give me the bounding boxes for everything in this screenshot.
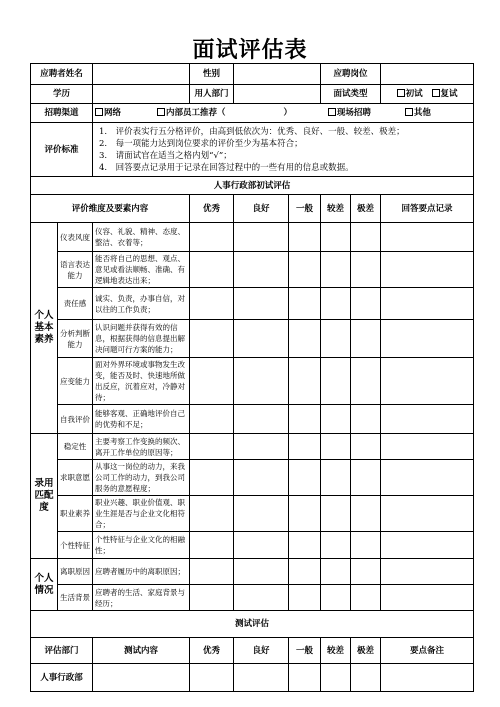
- standard-item: 3. 请面试官在适当之格内划“√”；: [99, 150, 232, 161]
- form-title: 面试评估表: [192, 37, 308, 63]
- rating-good[interactable]: [234, 559, 289, 585]
- test-header-excellent: 优秀: [190, 638, 234, 664]
- rating-very-poor[interactable]: [351, 532, 381, 559]
- rating-poor[interactable]: [321, 496, 351, 532]
- rating-average[interactable]: [289, 288, 321, 320]
- label-education: 学历: [31, 85, 93, 104]
- row-eval-header: [31, 195, 474, 223]
- second-interview-label: 复试: [440, 89, 458, 99]
- row-desc: 能否将自己的思想、观点、意见或看法顺畅、准确、有逻辑地表达出来；: [93, 252, 190, 288]
- rating-very-poor[interactable]: [351, 664, 381, 692]
- header-average: 一般: [289, 195, 321, 223]
- test-header-dept: 评估部门: [31, 638, 93, 664]
- header-dimension: 评价维度及要素内容: [31, 195, 190, 223]
- rating-excellent[interactable]: [190, 223, 234, 252]
- onsite-checkbox[interactable]: [328, 108, 336, 116]
- rating-excellent[interactable]: [190, 252, 234, 288]
- rating-average[interactable]: [289, 320, 321, 358]
- table-row: [31, 223, 474, 252]
- label-position: 应聘岗位: [321, 64, 381, 85]
- rating-very-poor[interactable]: [351, 434, 381, 460]
- rating-very-poor[interactable]: [351, 585, 381, 611]
- table-row: [31, 434, 474, 460]
- row-name: 应变能力: [58, 358, 93, 405]
- rating-average[interactable]: [289, 559, 321, 585]
- rating-very-poor[interactable]: [351, 252, 381, 288]
- notes-cell[interactable]: [381, 496, 474, 532]
- rating-excellent[interactable]: [190, 585, 234, 611]
- header-notes: 回答要点记录: [381, 195, 474, 223]
- row-name: 个性特征: [58, 532, 93, 559]
- referral-checkbox[interactable]: [157, 108, 165, 116]
- rating-poor[interactable]: [321, 664, 351, 692]
- label-applicant-name: 应聘者姓名: [31, 64, 93, 85]
- label-channel: 招聘渠道: [31, 104, 93, 123]
- rating-average[interactable]: [289, 532, 321, 559]
- notes-cell[interactable]: [381, 358, 474, 405]
- notes-cell[interactable]: [381, 288, 474, 320]
- row-name: 分析判断能力: [58, 320, 93, 358]
- row-hr-section: [31, 177, 474, 195]
- rating-average[interactable]: [289, 223, 321, 252]
- rating-excellent[interactable]: [190, 496, 234, 532]
- rating-very-poor[interactable]: [351, 460, 381, 496]
- rating-poor[interactable]: [321, 405, 351, 434]
- notes-cell[interactable]: [381, 223, 474, 252]
- row-desc: 主要考察工作变换的频次、离开工作单位的原因等；: [93, 434, 190, 460]
- rating-very-poor[interactable]: [351, 496, 381, 532]
- test-content-cell[interactable]: [93, 664, 190, 692]
- field-hiring-dept[interactable]: [234, 85, 321, 104]
- table-row: [31, 358, 474, 405]
- table-row: [31, 405, 474, 434]
- test-header-average: 一般: [289, 638, 321, 664]
- row-name: 自我评价: [58, 405, 93, 434]
- standard-item: 1. 评价表实行五分格评价，由高到低依次为：优秀、良好、一般、较差、极差；: [99, 126, 405, 137]
- rating-average[interactable]: [289, 496, 321, 532]
- rating-very-poor[interactable]: [351, 288, 381, 320]
- row-desc: 从事这一岗位的动力，来我公司工作的动力，到我公司服务的意愿程度；: [93, 460, 190, 496]
- rating-average[interactable]: [289, 405, 321, 434]
- rating-poor[interactable]: [321, 460, 351, 496]
- rating-average[interactable]: [289, 434, 321, 460]
- rating-poor[interactable]: [321, 320, 351, 358]
- row-desc: 应聘者履历中的离职原因；: [93, 559, 190, 585]
- row-desc: 仪容、礼貌、精神、态度、整洁、衣着等；: [93, 223, 190, 252]
- field-position[interactable]: [381, 64, 474, 85]
- rating-poor[interactable]: [321, 532, 351, 559]
- channel-options: [93, 104, 474, 123]
- rating-excellent[interactable]: [190, 532, 234, 559]
- onsite-label: 现场招聘: [336, 108, 371, 118]
- header-very-poor: 极差: [351, 195, 381, 223]
- row-name: 求职意愿: [58, 460, 93, 496]
- table-row: [31, 532, 474, 559]
- second-interview-checkbox[interactable]: [432, 89, 440, 97]
- row-basic-1: [31, 64, 474, 85]
- notes-cell[interactable]: [381, 664, 474, 692]
- table-row: [31, 460, 474, 496]
- test-section-title: 测试评估: [31, 611, 474, 638]
- notes-cell[interactable]: [381, 559, 474, 585]
- rating-average[interactable]: [289, 460, 321, 496]
- rating-very-poor[interactable]: [351, 405, 381, 434]
- row-channel: [31, 104, 474, 123]
- rating-excellent[interactable]: [190, 358, 234, 405]
- row-desc: 能够客观、正确地评价自己的优势和不足；: [93, 405, 190, 434]
- rating-poor[interactable]: [321, 358, 351, 405]
- online-label: 网络: [104, 108, 122, 118]
- header-poor: 较差: [321, 195, 351, 223]
- rating-average[interactable]: [289, 664, 321, 692]
- category-personal-quality: 个人基本素养: [31, 223, 58, 434]
- rating-average[interactable]: [289, 585, 321, 611]
- rating-good[interactable]: [234, 532, 289, 559]
- standard-item: 2. 每一项能力达到岗位要求的评价至少为基本符合；: [99, 138, 303, 149]
- rating-poor[interactable]: [321, 288, 351, 320]
- header-excellent: 优秀: [190, 195, 234, 223]
- label-interview-type: 面试类型: [321, 85, 381, 104]
- referral-label: 内部员工推荐（: [165, 108, 226, 118]
- rating-good[interactable]: [234, 496, 289, 532]
- label-standard: 评价标准: [31, 123, 93, 177]
- rating-poor[interactable]: [321, 434, 351, 460]
- test-header-good: 良好: [234, 638, 289, 664]
- row-basic-2: [31, 85, 474, 104]
- rating-poor[interactable]: [321, 252, 351, 288]
- notes-cell[interactable]: [381, 434, 474, 460]
- row-name: 仪表风度: [58, 223, 93, 252]
- row-desc: 职业兴趣、职业价值观、职业生涯是否与企业文化相符合；: [93, 496, 190, 532]
- notes-cell[interactable]: [381, 252, 474, 288]
- first-interview-checkbox[interactable]: [397, 89, 405, 97]
- rating-good[interactable]: [234, 358, 289, 405]
- table-row: [31, 559, 474, 585]
- rating-excellent[interactable]: [190, 434, 234, 460]
- rating-excellent[interactable]: [190, 405, 234, 434]
- test-dept-hr: 人事行政部: [31, 664, 93, 692]
- row-name: 生活背景: [58, 585, 93, 611]
- rating-good[interactable]: [234, 664, 289, 692]
- row-test-header: [31, 638, 474, 664]
- rating-good[interactable]: [234, 320, 289, 358]
- notes-cell[interactable]: [381, 460, 474, 496]
- field-education[interactable]: [93, 85, 190, 104]
- notes-cell[interactable]: [381, 320, 474, 358]
- rating-very-poor[interactable]: [351, 559, 381, 585]
- hr-section-title: 人事行政部初试评估: [31, 177, 474, 195]
- notes-cell[interactable]: [381, 405, 474, 434]
- category-fit: 录用匹配度: [31, 434, 58, 559]
- rating-poor[interactable]: [321, 585, 351, 611]
- standard-item: 4. 回答要点记录用于记录在回答过程中的一些有用的信息或数据。: [99, 162, 354, 173]
- row-name: 责任感: [58, 288, 93, 320]
- table-row: [31, 320, 474, 358]
- online-checkbox[interactable]: [95, 108, 103, 116]
- first-interview-label: 初试: [405, 89, 423, 99]
- notes-cell[interactable]: [381, 532, 474, 559]
- label-gender: 性别: [190, 64, 234, 85]
- row-name: 离职原因: [58, 559, 93, 585]
- rating-excellent[interactable]: [190, 664, 234, 692]
- rating-average[interactable]: [289, 358, 321, 405]
- row-name: 稳定性: [58, 434, 93, 460]
- rating-excellent[interactable]: [190, 460, 234, 496]
- row-desc: 诚实、负责，办事自信，对以往的工作负责；: [93, 288, 190, 320]
- rating-good[interactable]: [234, 288, 289, 320]
- header-good: 良好: [234, 195, 289, 223]
- evaluation-table: [30, 63, 474, 692]
- rating-poor[interactable]: [321, 223, 351, 252]
- test-header-poor: 较差: [321, 638, 351, 664]
- other-checkbox[interactable]: [405, 108, 413, 116]
- rating-good[interactable]: [234, 460, 289, 496]
- interview-type-options: [381, 85, 474, 104]
- row-desc: 应聘者的生活、家庭背景与经历；: [93, 585, 190, 611]
- other-label: 其他: [413, 108, 431, 118]
- field-gender[interactable]: [234, 64, 321, 85]
- table-row: [31, 496, 474, 532]
- rating-average[interactable]: [289, 252, 321, 288]
- row-name: 职业素养: [58, 496, 93, 532]
- rating-excellent[interactable]: [190, 320, 234, 358]
- field-applicant-name[interactable]: [93, 64, 190, 85]
- notes-cell[interactable]: [381, 585, 474, 611]
- rating-very-poor[interactable]: [351, 358, 381, 405]
- row-standard: [31, 123, 474, 177]
- rating-excellent[interactable]: [190, 559, 234, 585]
- row-test-hr: [31, 664, 474, 692]
- row-desc: 个性特征与企业文化的相融性；: [93, 532, 190, 559]
- table-row: [31, 288, 474, 320]
- test-header-notes: 要点备注: [381, 638, 474, 664]
- test-header-content: 测试内容: [93, 638, 190, 664]
- table-row: [31, 252, 474, 288]
- rating-very-poor[interactable]: [351, 223, 381, 252]
- category-personal-situation: 个人情况: [31, 559, 58, 611]
- rating-good[interactable]: [234, 405, 289, 434]
- rating-excellent[interactable]: [190, 288, 234, 320]
- test-header-very-poor: 极差: [351, 638, 381, 664]
- rating-good[interactable]: [234, 252, 289, 288]
- rating-poor[interactable]: [321, 559, 351, 585]
- label-hiring-dept: 用人部门: [190, 85, 234, 104]
- row-desc: 认识问题并获得有效的信息，根据获得的信息提出解决问题可行方案的能力；: [93, 320, 190, 358]
- row-name: 语言表达能力: [58, 252, 93, 288]
- row-test-section: [31, 611, 474, 638]
- rating-good[interactable]: [234, 223, 289, 252]
- referral-close: ）: [283, 108, 292, 118]
- row-desc: 面对外界环境或事物发生改变，能否及时、快速地所做出反应，沉着应对，冷静对待；: [93, 358, 190, 405]
- standard-list: [93, 123, 474, 177]
- rating-very-poor[interactable]: [351, 320, 381, 358]
- table-row: [31, 585, 474, 611]
- rating-good[interactable]: [234, 434, 289, 460]
- rating-good[interactable]: [234, 585, 289, 611]
